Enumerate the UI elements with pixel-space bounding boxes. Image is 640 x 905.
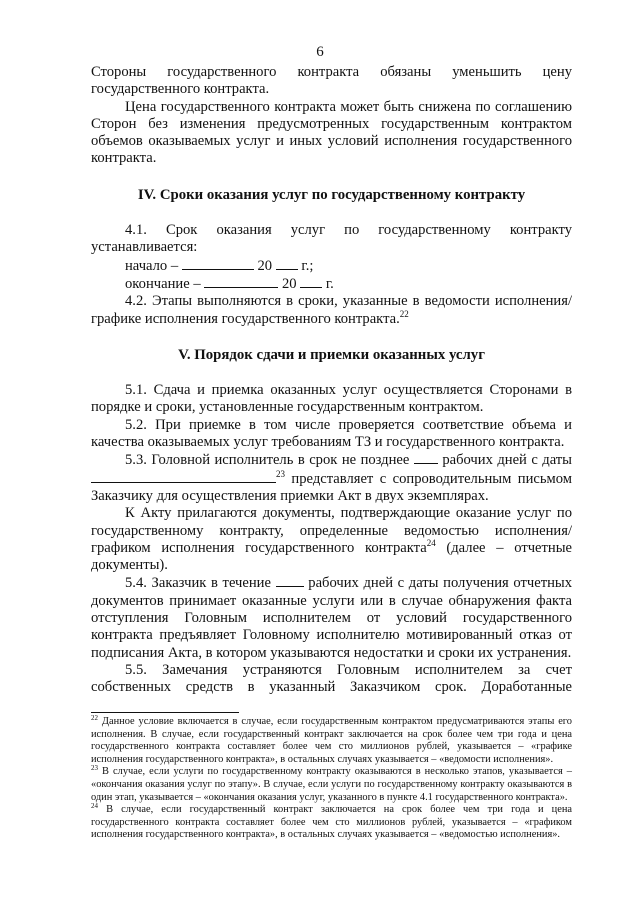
footnote-ref-22: 22 (399, 308, 409, 319)
end-year-suffix: г. (325, 275, 334, 292)
clause-4-2 (91, 293, 572, 328)
start-year-suffix: г.; (301, 257, 314, 274)
clause-5-4 (91, 574, 572, 661)
footnote-24-text: В случае, если государственный контракт заключается на срок более чем три года и цена государственного контракта составляет более чем сто миллионов рублей, указывается – «графиком исполнения государственного контракта», в остальных случаях указывается – «ведомостью исполнения». (91, 804, 572, 841)
section-5-heading: V. Порядок сдачи и приемки оказанных услуг (178, 346, 485, 363)
clause-5-3-part-c: представляет с сопроводительным письмом Заказчику для осуществления приемки Акт в двух экземплярах. (91, 470, 572, 504)
clause-5-1: 5.1. Сдача и приемка оказанных услуг осуществляется Сторонами в порядке и сроки, установленные государственным контрактом. (91, 382, 572, 416)
footnote-ref-24: 24 (426, 537, 436, 548)
clause-5-3-part-a: 5.3. Головной исполнитель в срок не позднее (125, 452, 410, 469)
paragraph-price-reduction: Стороны государственного контракта обязаны уменьшить цену государственного контракта. (91, 64, 572, 98)
footnote-separator (91, 712, 239, 713)
end-date-line (91, 275, 572, 293)
days-blank-5-4 (276, 574, 304, 587)
clause-5-4-part-a: 5.4. Заказчик в течение (125, 575, 271, 592)
footnote-23 (91, 766, 572, 804)
footnote-ref-23: 23 (276, 468, 285, 479)
end-year-prefix: 20 (281, 275, 297, 292)
footnotes (91, 716, 572, 842)
footnote-24-number: 24 (91, 802, 98, 811)
start-year-prefix: 20 (257, 257, 273, 274)
page-number: 6 (316, 44, 324, 60)
clause-5-3-documents (91, 505, 572, 574)
document-body (91, 64, 572, 697)
clause-5-2: 5.2. При приемке в том числе проверяется соответствие объема и качества оказываемых услуг требованиям ТЗ и государственного контракта. (91, 416, 572, 451)
clause-5-3-documents-b: (далее – отчетные документы). (91, 539, 572, 574)
clause-5-5: 5.5. Замечания устраняются Головным исполнителем за счет собственных средств в указанный Заказчиком срок. Доработанные (91, 661, 572, 696)
start-date-label: начало – (125, 257, 179, 274)
end-year-blank (300, 275, 322, 288)
footnote-23-number: 23 (91, 764, 98, 773)
start-year-blank (276, 257, 298, 270)
footnote-22-number: 22 (91, 714, 98, 722)
paragraph-price-agreement: Цена государственного контракта может быть снижена по соглашению Сторон без изменения предусмотренных государственным контрактом объемов оказываемых услуг и иных условий исполнения государственного контракта. (91, 98, 572, 167)
clause-4-2-text: 4.2. Этапы выполняются в сроки, указанные в ведомости исполнения/графике исполнения государственного контракта. (91, 293, 572, 327)
footnote-24 (91, 804, 572, 842)
end-date-blank (204, 275, 278, 288)
start-date-line (91, 257, 572, 275)
footnote-22 (91, 716, 572, 766)
section-4-heading: IV. Сроки оказания услуг по государственному контракту (137, 186, 526, 203)
clause-4-1: 4.1. Срок оказания услуг по государственному контракту устанавливается: (91, 222, 572, 256)
start-date-blank (182, 257, 254, 270)
days-blank-5-3 (414, 451, 438, 464)
clause-5-3-part-b: рабочих дней с даты (442, 452, 572, 469)
footnote-22-text: Данное условие включается в случае, если государственным контрактом предусматриваются этапы его исполнения. В случае, если государственный контракт заключается на срок более чем три года и цена государственного контракта составляет более чем сто миллионов рублей, указывается – «графике исполнения государственного контракта», в остальных случаях указывается – «ведомости исполнения». (91, 716, 572, 765)
clause-5-3-documents-a: К Акту прилагаются документы, подтверждающие оказание услуг по государственному контракту, определенные ведомостью исполнения/графиком исполнения государственного контракта (91, 505, 572, 556)
end-date-label: окончание – (125, 275, 201, 292)
date-blank-5-3 (91, 470, 276, 483)
clause-5-3 (91, 451, 572, 505)
footnote-23-text: В случае, если услуги по государственному контракту оказываются в несколько этапов, указывается – «окончания оказания услуг по этапу». В случае, если услуги по государственному контракту оказываются в один этап, указывается – «окончания оказания услуг, указанного в пункте 4.1 государственного контракта». (91, 766, 572, 803)
clause-5-4-part-b: рабочих дней с даты получения отчетных документов принимает оказанные услуги или в случае обнаружения факта отступления Головным исполнителем от условий государственного контракта предъявляет Головному исполнителю мотивированный отказ от подписания Акта, в котором указываются недостатки и сроки их устранения. (91, 575, 573, 661)
